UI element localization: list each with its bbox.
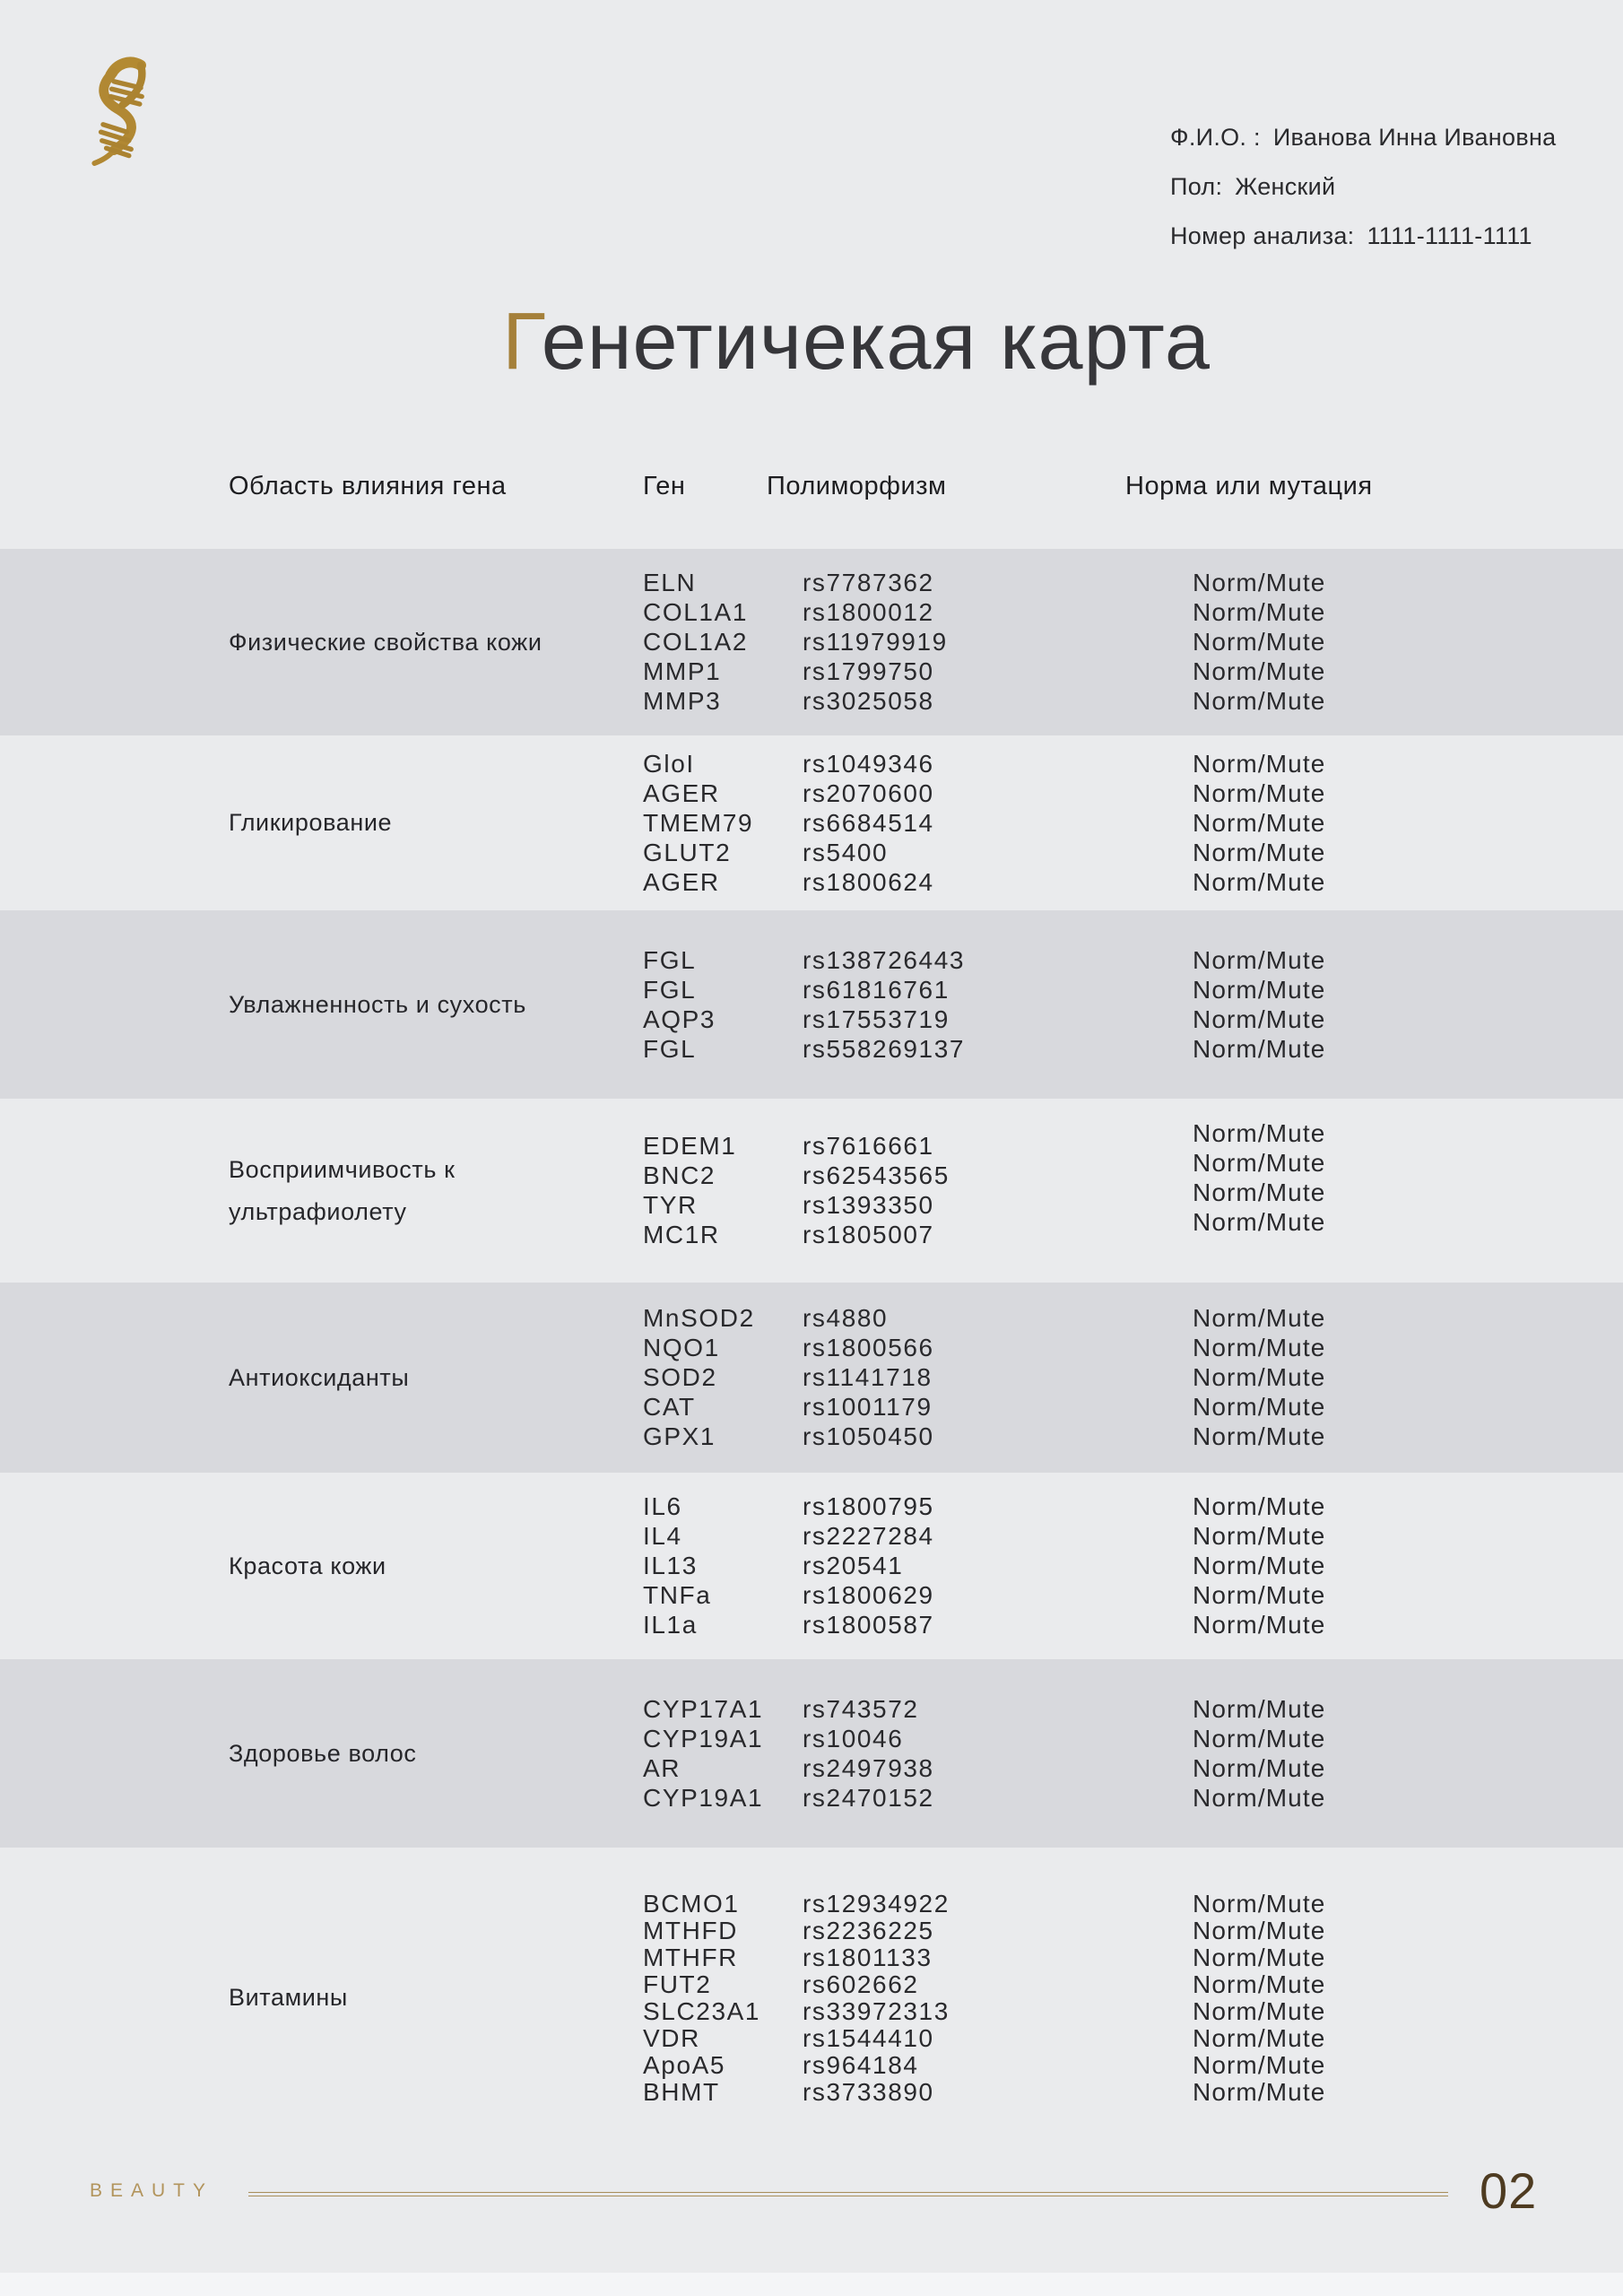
page-number: 02 (1480, 2162, 1538, 2219)
snp-id: rs2470152 (803, 1783, 934, 1812)
gene-name: ApoA5 (643, 2050, 726, 2079)
gene-name: CYP17A1 (643, 1694, 764, 1723)
gene-name: CAT (643, 1393, 696, 1421)
page-bottom-edge (0, 2273, 1623, 2296)
snp-id: rs1393350 (803, 1191, 934, 1219)
snp-id: rs1800624 (803, 867, 934, 896)
gene-name: AGER (643, 778, 720, 807)
snp-id: rs11979919 (803, 628, 948, 656)
norm-mute-value: Norm/Mute (1193, 1004, 1326, 1033)
norm-mute-value: Norm/Mute (1193, 1034, 1326, 1063)
group-rows (0, 549, 1623, 735)
norm-mute-value: Norm/Mute (1193, 2050, 1326, 2079)
header-polymorphism: Полиморфизм (767, 472, 947, 500)
gene-name: MTHFR (643, 1943, 738, 1971)
norm-mute-value: Norm/Mute (1193, 1943, 1326, 1971)
gene-row (0, 1783, 1623, 1813)
norm-mute-value: Norm/Mute (1193, 1178, 1326, 1206)
gene-row (0, 808, 1623, 838)
snp-id: rs7787362 (803, 569, 934, 596)
gene-name: MMP3 (643, 687, 722, 715)
analysis-number-value: 1111-1111-1111 (1367, 222, 1532, 249)
gene-name: MnSOD2 (643, 1304, 755, 1332)
group-rows (0, 1659, 1623, 1848)
norm-mute-value: Norm/Mute (1193, 1522, 1326, 1550)
snp-id: rs10046 (803, 1724, 904, 1752)
gene-row (0, 838, 1623, 867)
gene-row (0, 1363, 1623, 1393)
gene-name: AR (643, 1753, 681, 1782)
gene-row (0, 778, 1623, 808)
gene-row (0, 569, 1623, 598)
fio-label: Ф.И.О. : (1170, 124, 1261, 151)
gene-group-band (0, 735, 1623, 910)
gene-row (0, 2025, 1623, 2052)
norm-mute-value: Norm/Mute (1193, 1783, 1326, 1812)
group-area-label: Красота кожи (229, 1552, 386, 1579)
gene-name: AQP3 (643, 1004, 716, 1033)
gene-row (0, 1334, 1623, 1363)
brand-wordmark: BEAUTY (90, 2180, 214, 2201)
header-gene: Ген (643, 472, 686, 500)
gene-name: NQO1 (643, 1334, 720, 1361)
gene-row (0, 628, 1623, 657)
title-accent-letter: Г (502, 297, 542, 387)
header-gene-area: Область влияния гена (229, 472, 507, 500)
analysis-number-label: Номер анализа: (1170, 222, 1355, 249)
gene-name: BNC2 (643, 1161, 716, 1189)
gene-name: MMP1 (643, 657, 722, 685)
norm-mute-value: Norm/Mute (1193, 1724, 1326, 1752)
gene-row (0, 1552, 1623, 1581)
gene-group-band (0, 1283, 1623, 1473)
gene-row (0, 1119, 1623, 1161)
gene-row (0, 2079, 1623, 2106)
gene-row (0, 657, 1623, 687)
gene-row (0, 2052, 1623, 2079)
gene-name: GPX1 (643, 1422, 716, 1450)
footer-divider-line (248, 2192, 1448, 2196)
gene-name: BHMT (643, 2077, 720, 2106)
group-rows (0, 1848, 1623, 2148)
norm-mute-value: Norm/Mute (1193, 808, 1326, 837)
gender-value: Женский (1235, 173, 1336, 200)
gene-row (0, 1694, 1623, 1724)
snp-id: rs1050450 (803, 1422, 934, 1450)
snp-id: rs1800566 (803, 1334, 934, 1361)
gene-name: TNFa (643, 1581, 712, 1609)
gene-row (0, 1944, 1623, 1971)
snp-id: rs2497938 (803, 1753, 934, 1782)
norm-mute-value: Norm/Mute (1193, 749, 1326, 778)
norm-mute-value: Norm/Mute (1193, 945, 1326, 974)
snp-id: rs743572 (803, 1694, 919, 1723)
snp-id: rs3733890 (803, 2077, 934, 2106)
gene-name: FGL (643, 975, 697, 1004)
fio-value: Иванова Инна Ивановна (1272, 124, 1557, 151)
gene-group-band (0, 1099, 1623, 1283)
gene-group-band (0, 910, 1623, 1099)
gene-row (0, 1724, 1623, 1753)
norm-mute-value: Norm/Mute (1193, 569, 1326, 596)
gene-row (0, 1522, 1623, 1552)
norm-mute-value: Norm/Mute (1193, 867, 1326, 896)
gender-label: Пол: (1170, 173, 1223, 200)
title-rest: енетичекая карта (541, 297, 1211, 387)
gene-group-band (0, 1848, 1623, 2148)
norm-mute-value: Norm/Mute (1193, 2023, 1326, 2052)
gene-name: CYP19A1 (643, 1724, 764, 1752)
snp-id: rs3025058 (803, 687, 934, 715)
gene-name: FGL (643, 945, 697, 974)
gene-row (0, 1422, 1623, 1452)
norm-mute-value: Norm/Mute (1193, 1422, 1326, 1450)
snp-id: rs1001179 (803, 1393, 933, 1421)
norm-mute-value: Norm/Mute (1193, 598, 1326, 626)
gene-row (0, 945, 1623, 975)
snp-id: rs1544410 (803, 2023, 934, 2052)
norm-mute-value: Norm/Mute (1193, 1208, 1326, 1236)
gene-row (0, 1581, 1623, 1611)
gene-row (0, 749, 1623, 778)
snp-id: rs1800012 (803, 598, 934, 626)
snp-id: rs20541 (803, 1552, 904, 1579)
group-rows (0, 1473, 1623, 1659)
gene-name: MTHFD (643, 1916, 738, 1944)
gene-name: EDEM1 (643, 1132, 737, 1160)
gene-name: IL13 (643, 1552, 698, 1579)
norm-mute-value: Norm/Mute (1193, 1149, 1326, 1177)
gene-row (0, 598, 1623, 628)
norm-mute-value: Norm/Mute (1193, 687, 1326, 715)
snp-id: rs12934922 (803, 1889, 950, 1918)
gene-row (0, 1971, 1623, 1998)
snp-id: rs7616661 (803, 1132, 934, 1160)
group-rows (0, 1099, 1623, 1283)
snp-id: rs2227284 (803, 1522, 934, 1550)
norm-mute-value: Norm/Mute (1193, 2077, 1326, 2106)
norm-mute-value: Norm/Mute (1193, 1694, 1326, 1723)
norm-mute-value: Norm/Mute (1193, 1753, 1326, 1782)
snp-id: rs964184 (803, 2050, 919, 2079)
gene-row (0, 1004, 1623, 1034)
gene-row (0, 1034, 1623, 1064)
group-area-label: Восприимчивость к ультрафиолету (229, 1155, 456, 1225)
gene-name: IL1a (643, 1611, 698, 1639)
snp-id: rs1799750 (803, 657, 934, 685)
snp-id: rs5400 (803, 838, 889, 866)
gene-name: VDR (643, 2023, 700, 2052)
snp-id: rs1800795 (803, 1492, 934, 1520)
gene-row (0, 1304, 1623, 1334)
gene-row (0, 1753, 1623, 1783)
snp-id: rs2236225 (803, 1916, 934, 1944)
gene-name: MC1R (643, 1221, 720, 1248)
group-area-label: Здоровье волос (229, 1739, 417, 1767)
gene-name: COL1A1 (643, 598, 748, 626)
snp-id: rs558269137 (803, 1034, 966, 1063)
group-area-label: Антиоксиданты (229, 1363, 410, 1391)
gene-name: SOD2 (643, 1363, 717, 1391)
snp-id: rs4880 (803, 1304, 889, 1332)
gene-name: BCMO1 (643, 1889, 740, 1918)
snp-id: rs1141718 (803, 1363, 933, 1391)
norm-mute-value: Norm/Mute (1193, 1996, 1326, 2025)
gene-row (0, 867, 1623, 897)
norm-mute-value: Norm/Mute (1193, 1916, 1326, 1944)
gene-row (0, 1393, 1623, 1422)
gene-row (0, 687, 1623, 717)
gene-group-band (0, 1473, 1623, 1659)
gene-name: FUT2 (643, 1970, 712, 1998)
gene-group-band (0, 1659, 1623, 1848)
norm-mute-value: Norm/Mute (1193, 628, 1326, 656)
snp-id: rs2070600 (803, 778, 934, 807)
group-rows (0, 735, 1623, 910)
gene-name: GloI (643, 749, 695, 778)
gene-row (0, 1611, 1623, 1640)
gene-name: TMEM79 (643, 808, 754, 837)
snp-id: rs1801133 (803, 1943, 933, 1971)
norm-mute-value: Norm/Mute (1193, 1581, 1326, 1609)
norm-mute-value: Norm/Mute (1193, 657, 1326, 685)
gene-name: COL1A2 (643, 628, 748, 656)
snp-id: rs602662 (803, 1970, 919, 1998)
snp-id: rs6684514 (803, 808, 934, 837)
snp-id: rs1049346 (803, 749, 934, 778)
snp-id: rs138726443 (803, 945, 966, 974)
group-area-label: Витамины (229, 1984, 348, 2011)
norm-mute-value: Norm/Mute (1193, 1889, 1326, 1918)
gene-name: GLUT2 (643, 838, 732, 866)
gene-name: SLC23A1 (643, 1996, 761, 2025)
gene-row (0, 975, 1623, 1004)
gene-group-band (0, 549, 1623, 735)
norm-mute-value: Norm/Mute (1193, 1611, 1326, 1639)
gene-name: AGER (643, 867, 720, 896)
norm-mute-value: Norm/Mute (1193, 1552, 1326, 1579)
gene-row (0, 1891, 1623, 1918)
norm-mute-value: Norm/Mute (1193, 778, 1326, 807)
norm-mute-value: Norm/Mute (1193, 1304, 1326, 1332)
group-area-label: Гликирование (229, 809, 393, 836)
norm-mute-value: Norm/Mute (1193, 1334, 1326, 1361)
snp-id: rs17553719 (803, 1004, 950, 1033)
gene-row (0, 1918, 1623, 1944)
norm-mute-value: Norm/Mute (1193, 1393, 1326, 1421)
snp-id: rs1800629 (803, 1581, 934, 1609)
norm-mute-value: Norm/Mute (1193, 1363, 1326, 1391)
gene-name: FGL (643, 1034, 697, 1063)
snp-id: rs1800587 (803, 1611, 934, 1639)
norm-mute-value: Norm/Mute (1193, 1492, 1326, 1520)
norm-mute-value: Norm/Mute (1193, 1119, 1326, 1147)
snp-id: rs62543565 (803, 1161, 950, 1189)
gene-name: IL4 (643, 1522, 682, 1550)
header-norm-or-mutation: Норма или мутация (1125, 472, 1373, 500)
norm-mute-value: Norm/Mute (1193, 838, 1326, 866)
gene-name: CYP19A1 (643, 1783, 764, 1812)
gene-row (0, 1492, 1623, 1522)
gene-name: ELN (643, 569, 697, 596)
norm-mute-value: Norm/Mute (1193, 1970, 1326, 1998)
group-rows (0, 910, 1623, 1099)
snp-id: rs1805007 (803, 1221, 934, 1248)
snp-id: rs61816761 (803, 975, 950, 1004)
gene-row (0, 1208, 1623, 1250)
group-rows (0, 1283, 1623, 1473)
gene-row (0, 1998, 1623, 2025)
gene-name: IL6 (643, 1492, 682, 1520)
snp-id: rs33972313 (803, 1996, 950, 2025)
gene-name: TYR (643, 1191, 698, 1219)
norm-mute-value: Norm/Mute (1193, 975, 1326, 1004)
group-area-label: Физические свойства кожи (229, 628, 542, 656)
group-area-label: Увлажненность и сухость (229, 990, 526, 1018)
